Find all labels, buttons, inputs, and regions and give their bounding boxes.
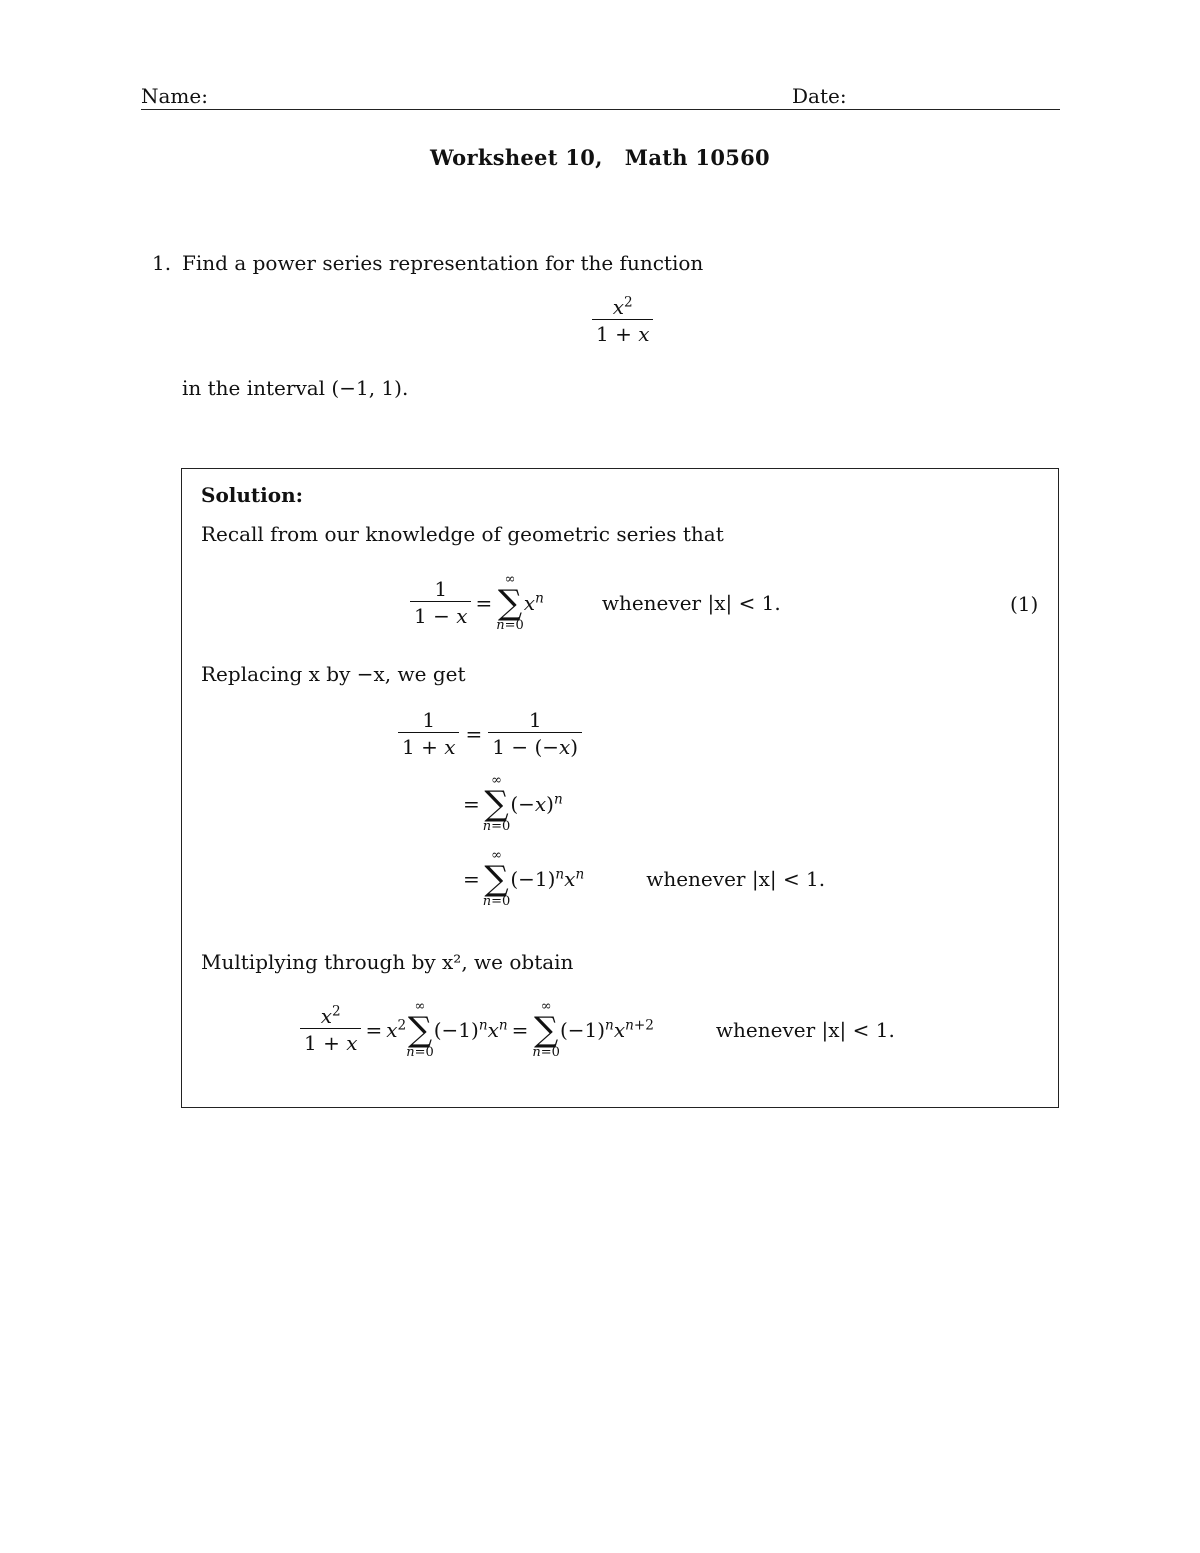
condition-text: whenever |x| < 1. [646, 867, 826, 891]
problem-function: $\frac{x^2}{1 + x}$ [592, 296, 653, 346]
equation-number: (1) [1010, 592, 1039, 616]
date-label: Date: [792, 84, 847, 108]
recall-text: Recall from our knowledge of geometric series that [201, 522, 724, 546]
derivation-line-1: $\frac{1}{1 + x}$ = $\frac{1}{1 - (-x)}$ [398, 706, 582, 762]
name-label: Name: [141, 84, 208, 108]
page-title [0, 145, 1200, 170]
problem-number: 1. [152, 251, 172, 275]
problem-text: Find a power series representation for the function [182, 251, 704, 275]
multiplying-text: Multiplying through by x², we obtain [201, 950, 574, 974]
course-title: Math 10560 [624, 145, 770, 170]
replacing-text: Replacing x by −x, we get [201, 662, 466, 686]
worksheet-title: Worksheet 10, [430, 145, 603, 170]
derivation-line-2: = ∞ ∑ n=0 $(-x)^n$ [463, 772, 563, 835]
derivation-line-3: = ∞ ∑ n=0 $(-1)^nx^n$ whenever |x| < 1. [463, 847, 826, 910]
condition-text: whenever |x| < 1. [601, 591, 781, 615]
header-rule [141, 109, 1060, 110]
condition-text: whenever |x| < 1. [715, 1018, 895, 1042]
problem-interval: in the interval (−1, 1). [182, 376, 409, 400]
solution-heading: Solution: [201, 483, 304, 507]
geometric-series-equation: $\frac{1}{1 - x}$ = ∞ ∑ n=0 $x^n$ whenever |x| < 1. [410, 566, 781, 640]
final-equation: $\frac{x^2}{1 + x}$ = $x^2$ ∞ ∑ n=0 $(-1)^nx^n$ = ∞ ∑ n=0 $(-1)^nx^{n+2}$ whenever |x| < 1. [300, 994, 895, 1066]
